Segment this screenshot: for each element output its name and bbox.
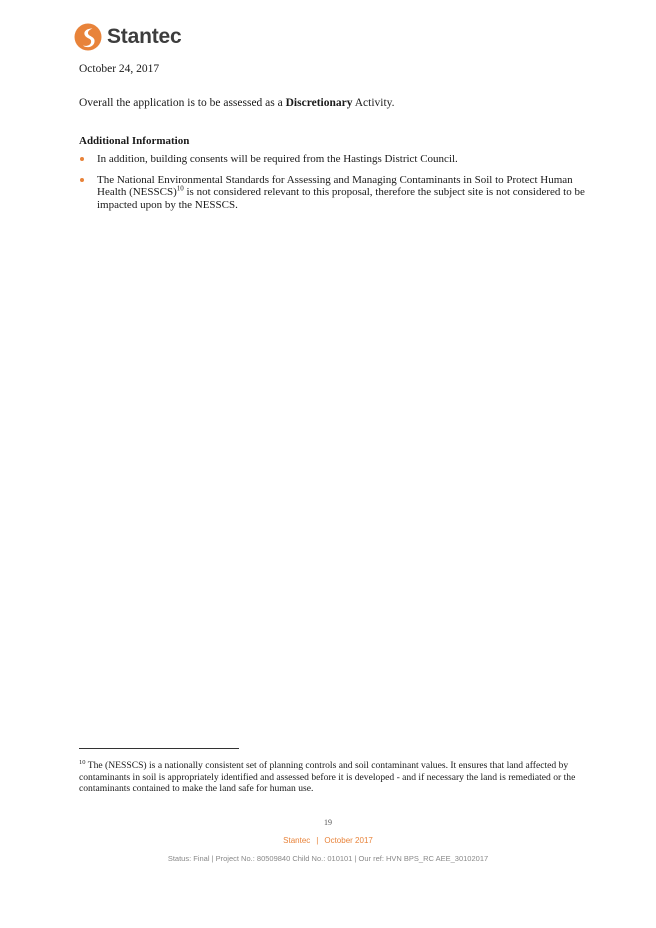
footer-date: October 2017 bbox=[324, 836, 373, 845]
footnote-number: 10 bbox=[79, 758, 86, 766]
list-item bbox=[79, 174, 604, 212]
logo-wordmark: Stantec bbox=[107, 25, 182, 48]
footer-company: Stantec bbox=[283, 836, 311, 845]
footer-company-line bbox=[0, 836, 656, 845]
bullet-text: In addition, building consents will be required from the Hastings District Council. bbox=[97, 153, 458, 165]
activity-status: Discretionary bbox=[285, 97, 353, 109]
letter-date: October 24, 2017 bbox=[79, 63, 160, 75]
stantec-logo bbox=[74, 22, 181, 52]
footer-status: Status: Final | Project No.: 80509840 Child No.: 010101 | Our ref: HVN BPS_RC AEE_30102017 bbox=[167, 854, 489, 863]
bullet-icon bbox=[80, 178, 84, 182]
footnote-divider bbox=[79, 748, 239, 749]
stantec-swirl-icon bbox=[74, 22, 102, 52]
footnote-text: The (NESSCS) is a nationally consistent set of planning controls and soil contaminant values. It ensures that land affected by contaminants in soil is appropriately identified and assessed before it is developed - and if necessary the land is remediated or the contaminants contained to make the land safe for human use. bbox=[79, 760, 576, 794]
footer-separator: | bbox=[316, 836, 319, 845]
list-item bbox=[79, 153, 604, 166]
assessment-paragraph bbox=[79, 97, 395, 109]
bullet-text-before: The National Environmental Standards for Assessing and Managing Contaminants in Soil to Protect Human Health (NESSCS) bbox=[97, 173, 573, 198]
bullet-text-after: is not considered relevant to this proposal, therefore the subject site is not considered to be impacted upon by the NESSCS. bbox=[97, 186, 585, 211]
bullet-icon bbox=[80, 157, 84, 161]
footnote-reference: 10 bbox=[176, 184, 184, 193]
assessment-text-before: Overall the application is to be assessed as a bbox=[79, 97, 286, 109]
section-heading: Additional Information bbox=[79, 135, 190, 147]
bullet-list bbox=[79, 153, 604, 219]
page-number: 19 bbox=[324, 818, 332, 827]
footnote bbox=[79, 760, 599, 795]
assessment-text-after: Activity. bbox=[352, 97, 395, 109]
